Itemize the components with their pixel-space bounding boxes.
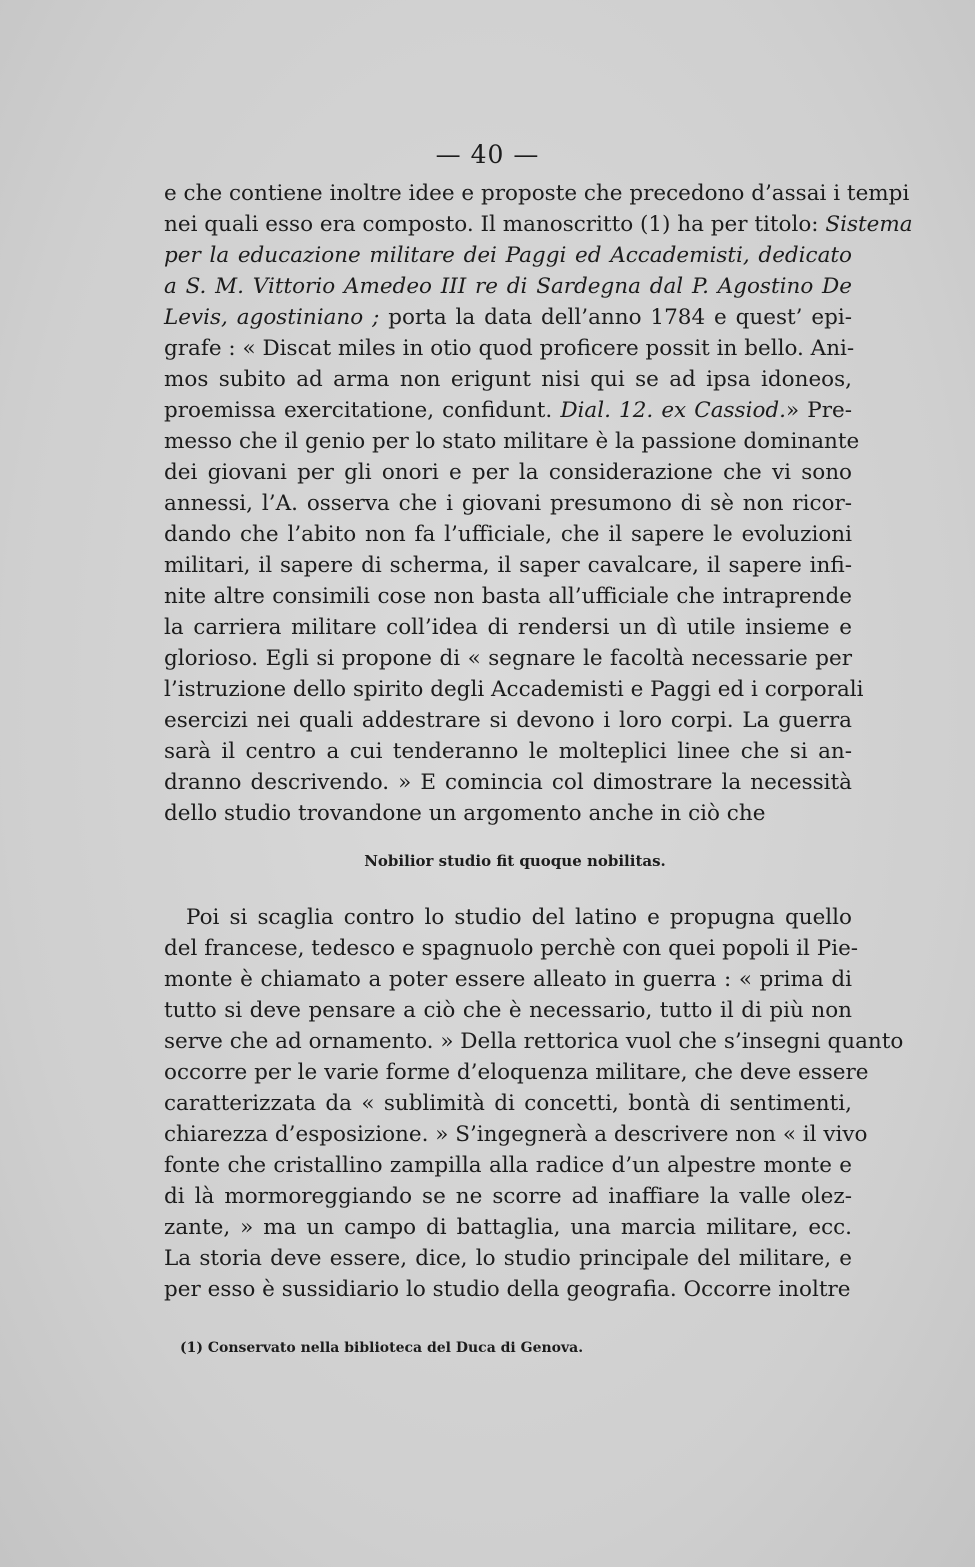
text-line	[164, 1150, 852, 1181]
text-line	[164, 1088, 852, 1119]
text-segment: Poi si scaglia contro lo studio del latino e propugna quello	[186, 905, 852, 930]
text-line	[164, 333, 855, 364]
text-segment: a S. M. Vittorio Amedeo III re di Sardegna dal P. Agostino De	[164, 274, 852, 299]
text-line	[164, 488, 852, 519]
text-line	[164, 612, 852, 643]
text-segment: del francese, tedesco e spagnuolo perchè con quei popoli il Pie-	[164, 936, 859, 961]
text-segment: La storia deve essere, dice, lo studio principale del militare, e	[164, 1246, 852, 1271]
text-line	[164, 1274, 852, 1305]
text-line	[164, 736, 852, 767]
text-line	[164, 1026, 904, 1057]
text-line	[164, 705, 852, 736]
text-line	[164, 271, 852, 302]
text-segment: dando che l’abito non fa l’ufficiale, che il sapere le evoluzioni	[164, 522, 852, 547]
text-line	[164, 240, 852, 271]
text-segment: dei giovani per gli onori e per la considerazione che vi sono	[164, 460, 852, 485]
text-segment: glorioso. Egli si propone di « segnare le facoltà necessarie per	[164, 646, 852, 671]
text-line	[164, 643, 852, 674]
text-segment: Levis, agostiniano ;	[164, 305, 380, 330]
text-line	[164, 767, 852, 798]
text-line	[164, 964, 852, 995]
text-segment: monte è chiamato a poter essere alleato in guerra : « prima di	[164, 967, 852, 992]
text-segment: tutto si deve pensare a ciò che è necessario, tutto il di più non	[164, 998, 852, 1023]
motto-quote: Nobilior studio fit quoque nobilitas.	[364, 852, 666, 870]
text-line	[164, 1057, 869, 1088]
text-segment: fonte che cristallino zampilla alla radice d’un alpestre monte e	[164, 1153, 852, 1178]
text-segment: messo che il genio per lo stato militare è la passione dominante	[164, 429, 860, 454]
text-segment: dello studio trovandone un argomento anche in ciò che	[164, 801, 766, 826]
text-segment: Dial. 12. ex Cassiod.	[560, 398, 787, 423]
text-line	[164, 457, 852, 488]
text-segment: occorre per le varie forme d’eloquenza militare, che deve essere	[164, 1060, 869, 1085]
text-line	[164, 1212, 852, 1243]
text-segment: serve che ad ornamento. » Della rettorica vuol che s’insegni quanto	[164, 1029, 904, 1054]
footnote: (1) Conservato nella biblioteca del Duca di Genova.	[180, 1340, 584, 1356]
text-segment: la carriera militare coll’idea di rendersi un dì utile insieme e	[164, 615, 852, 640]
text-line	[164, 674, 864, 705]
text-segment: porta la data dell’anno 1784 e quest’ epi-	[379, 305, 852, 330]
text-line	[164, 302, 852, 333]
text-segment: l’istruzione dello spirito degli Accademisti e Paggi ed i corporali	[164, 677, 864, 702]
text-line	[164, 395, 852, 426]
text-line	[164, 995, 852, 1026]
text-segment: chiarezza d’esposizione. » S’ingegnerà a descrivere non « il vivo	[164, 1122, 868, 1147]
text-segment: » Pre-	[786, 398, 852, 423]
text-segment: dranno descrivendo. » E comincia col dimostrare la necessità	[164, 770, 852, 795]
text-line	[164, 519, 852, 550]
text-segment: e che contiene inoltre idee e proposte che precedono d’assai i tempi	[164, 181, 910, 206]
text-segment: nei quali esso era composto. Il manoscritto (1) ha per titolo:	[164, 212, 826, 237]
page-number: — 40 —	[435, 140, 540, 169]
text-line	[164, 364, 852, 395]
text-line	[164, 581, 852, 612]
text-segment: grafe : « Discat miles in otio quod proficere possit in bello. Ani-	[164, 336, 855, 361]
text-line	[164, 1119, 868, 1150]
text-segment: caratterizzata da « sublimità di concetti, bontà di sentimenti,	[164, 1091, 852, 1116]
text-segment: per esso è sussidiario lo studio della geografia. Occorre inoltre	[164, 1277, 851, 1302]
text-line	[164, 209, 913, 240]
text-segment: Sistema	[825, 212, 913, 237]
text-line	[164, 1243, 852, 1274]
text-line	[164, 798, 852, 829]
text-segment: mos subito ad arma non erigunt nisi qui se ad ipsa idoneos,	[164, 367, 852, 392]
text-line	[164, 933, 859, 964]
text-segment: proemissa exercitatione, confidunt.	[164, 398, 561, 423]
text-segment: sarà il centro a cui tenderanno le molteplici linee che si an-	[164, 739, 852, 764]
text-line	[164, 902, 852, 933]
text-segment: di là mormoreggiando se ne scorre ad inaffiare la valle olez-	[164, 1184, 852, 1209]
text-line	[164, 426, 860, 457]
text-segment: nite altre consimili cose non basta all’ufficiale che intraprende	[164, 584, 852, 609]
text-segment: militari, il sapere di scherma, il saper cavalcare, il sapere infi-	[164, 553, 852, 578]
text-line	[164, 550, 852, 581]
text-segment: per la educazione militare dei Paggi ed Accademisti, dedicato	[164, 243, 852, 268]
text-segment: zante, » ma un campo di battaglia, una marcia militare, ecc.	[164, 1215, 852, 1240]
text-segment: annessi, l’A. osserva che i giovani presumono di sè non ricor-	[164, 491, 852, 516]
text-segment: esercizi nei quali addestrare si devono i loro corpi. La guerra	[164, 708, 852, 733]
text-line	[164, 1181, 852, 1212]
text-line	[164, 178, 910, 209]
